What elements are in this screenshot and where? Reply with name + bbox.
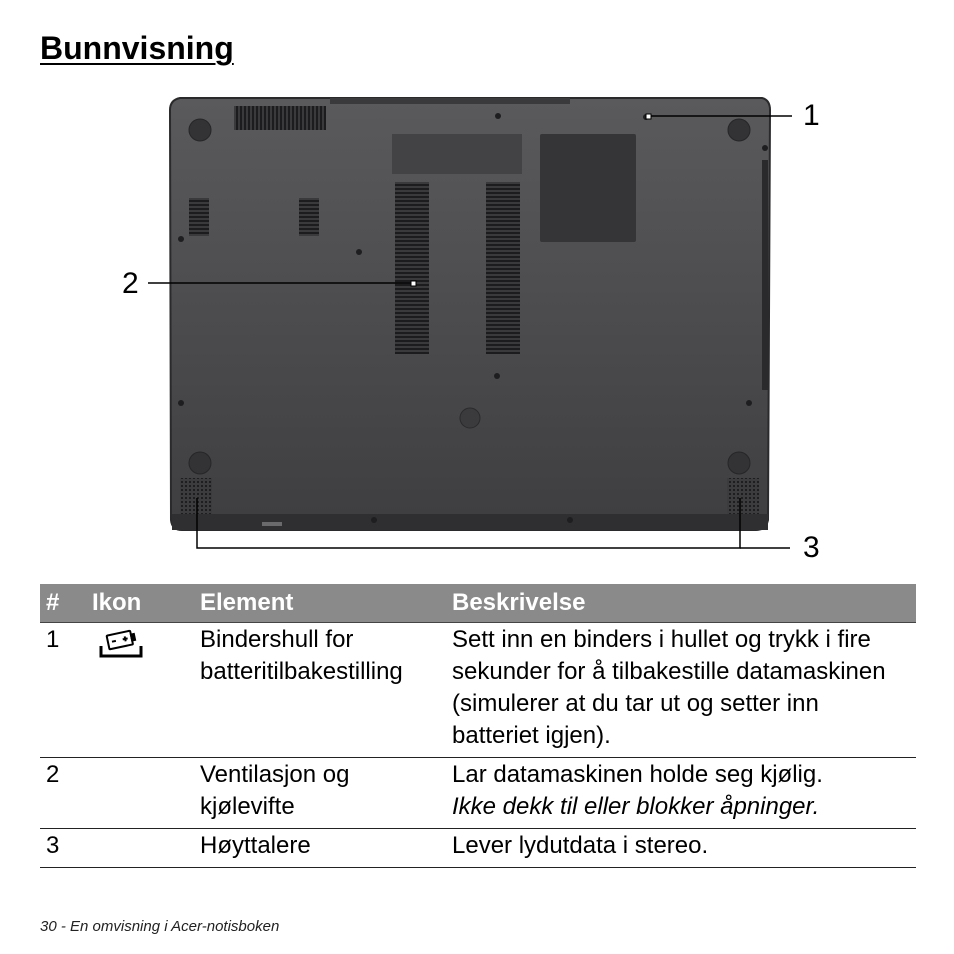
row-element: Ventilasjon og kjølevifte — [194, 758, 446, 829]
row-description — [446, 758, 916, 829]
header-icon: Ikon — [86, 584, 194, 623]
row-element: Høyttalere — [194, 829, 446, 868]
row-element: Bindershull for batteritilbakestilling — [194, 623, 446, 758]
table-row — [40, 758, 916, 829]
header-element: Element — [194, 584, 446, 623]
table-row — [40, 829, 916, 868]
callout-2: 2 — [122, 267, 139, 300]
table-row — [40, 623, 916, 758]
row-description — [446, 829, 916, 868]
row-icon-cell — [86, 758, 194, 829]
table-header-row — [40, 584, 916, 623]
description-text: Sett inn en binders i hullet og trykk i fire sekunder for å tilbakestille datamaskinen (simulerer at du tar ut og setter inn batteriet igjen). — [452, 626, 886, 749]
row-number: 3 — [40, 829, 86, 868]
page-title: Bunnvisning — [40, 30, 234, 66]
row-number: 1 — [40, 623, 86, 758]
description-note: Ikke dekk til eller blokker åpninger. — [452, 793, 820, 820]
row-icon-cell — [86, 623, 194, 758]
header-description: Beskrivelse — [446, 584, 916, 623]
description-text: Lever lydutdata i stereo. — [452, 832, 709, 859]
battery-reset-icon — [96, 626, 146, 662]
row-number: 2 — [40, 758, 86, 829]
spec-table — [40, 584, 916, 868]
callout-3: 3 — [803, 531, 820, 564]
page-footer: 30 - En omvisning i Acer-notisboken — [40, 918, 280, 935]
row-icon-cell — [86, 829, 194, 868]
callout-1: 1 — [803, 99, 820, 132]
description-text: Lar datamaskinen holde seg kjølig. — [452, 761, 823, 788]
header-number: # — [40, 584, 86, 623]
row-description — [446, 623, 916, 758]
